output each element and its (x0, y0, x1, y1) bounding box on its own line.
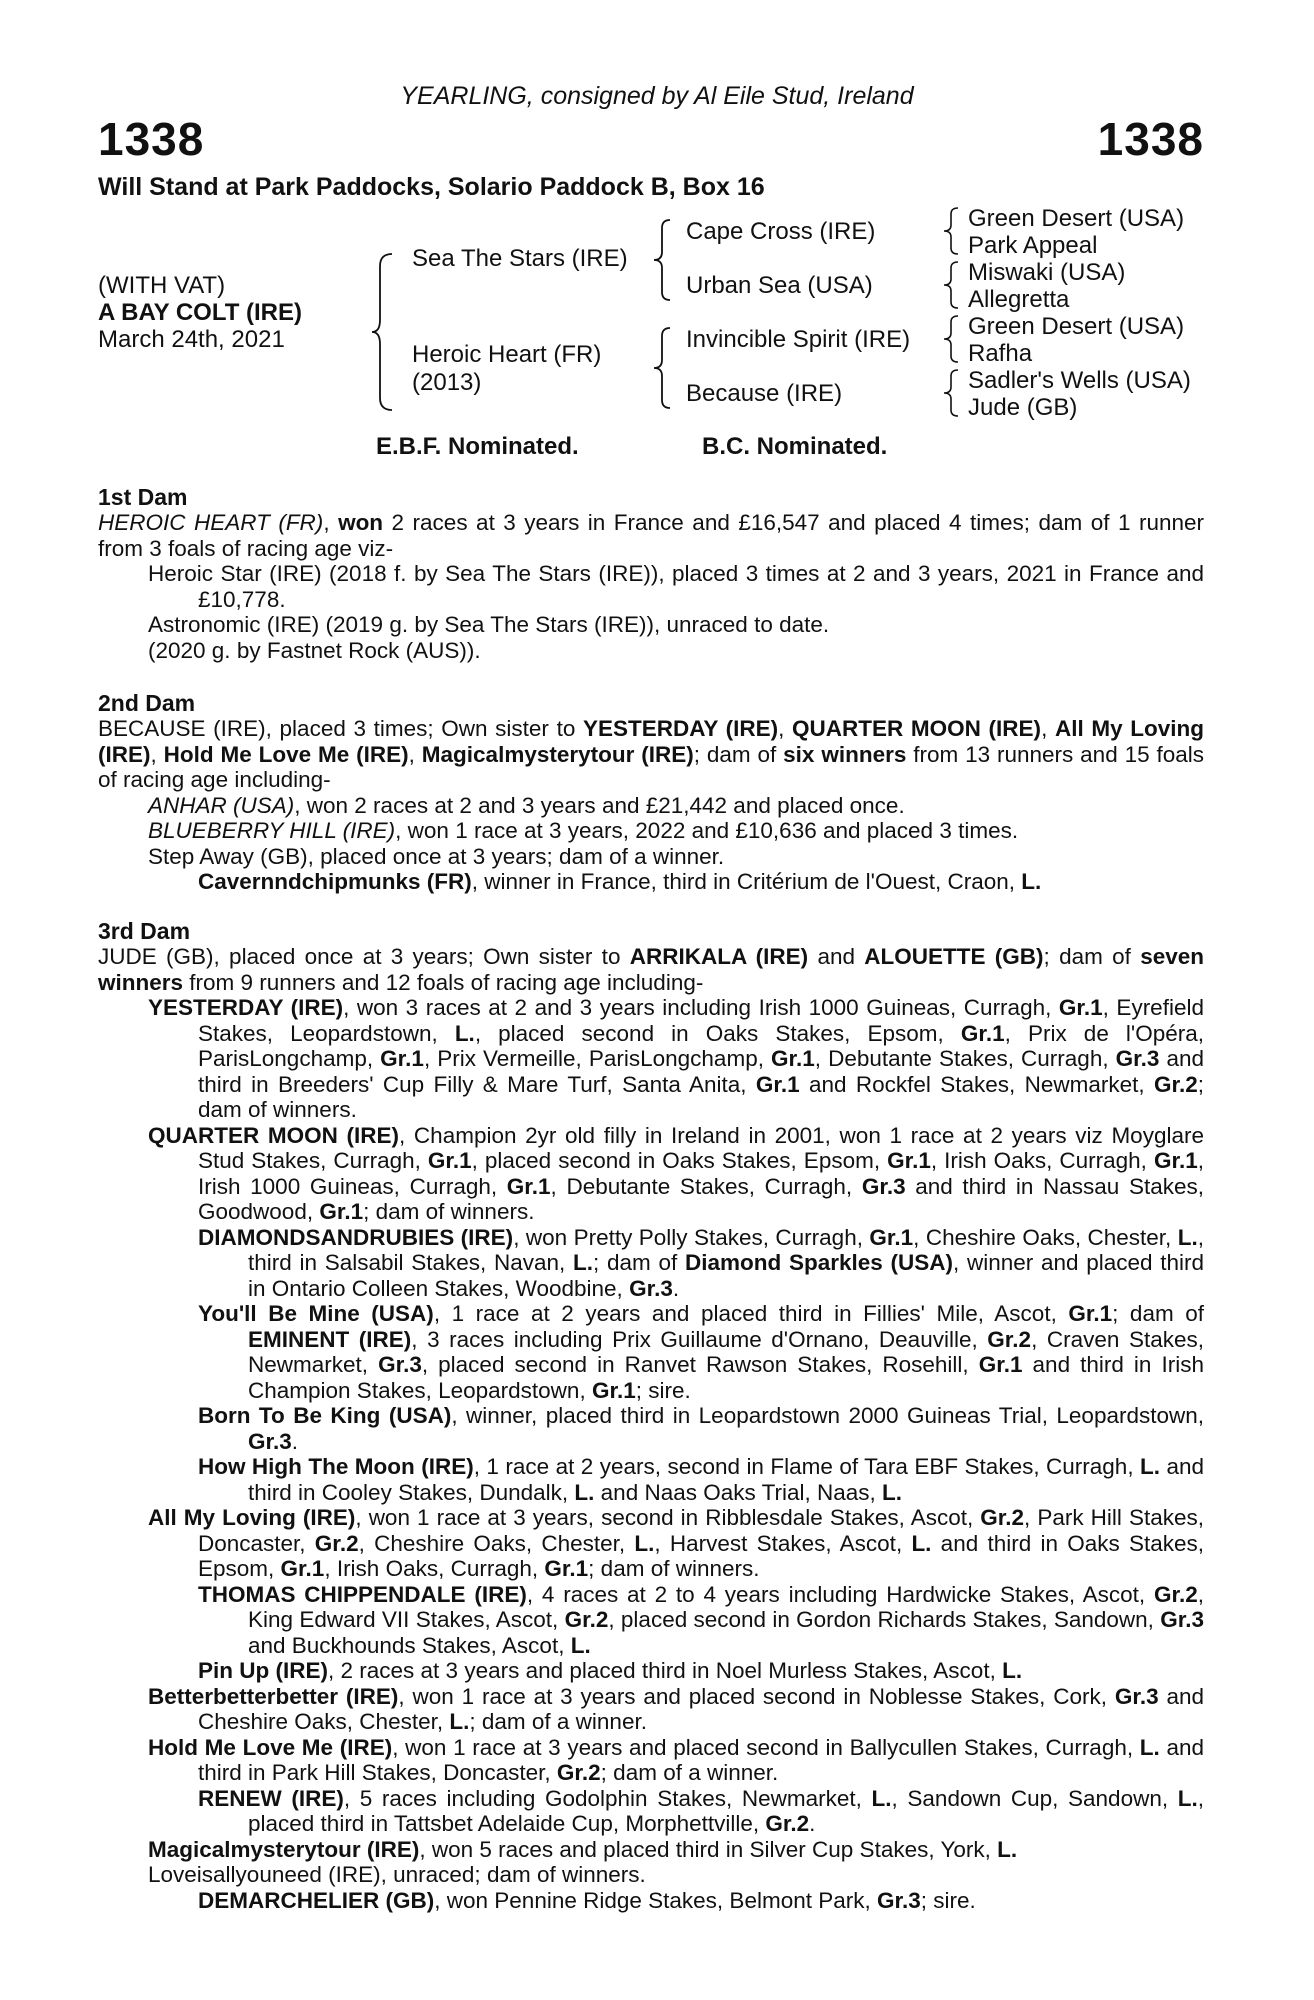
horse-name: A BAY COLT (IRE) (98, 299, 303, 326)
first-dam-summary: HEROIC HEART (FR), won 2 races at 3 years in France and £16,547 and placed 4 times; dam of 1 runner from 3 foals of racing age viz- (98, 510, 1204, 561)
second-dam-produce: Step Away (GB), placed once at 3 years; dam of a winner. (148, 843, 725, 869)
third-dam-produce: Pin Up (IRE), 2 races at 3 years and placed third in Noel Murless Stakes, Ascot, L. (198, 1658, 1023, 1683)
pedigree-brace (944, 368, 960, 418)
third-dam-produce: THOMAS CHIPPENDALE (IRE), 4 races at 2 to 4 years including Hardwicke Stakes, Ascot, Gr.2, King Edward VII Stakes, Ascot, Gr.2, placed second in Gordon Richards Stakes, Sandown, Gr.3 and Buckhounds Stakes, Ascot, L. (198, 1581, 1205, 1658)
second-dam-summary: BECAUSE (IRE), placed 3 times; Own sister to YESTERDAY (IRE), QUARTER MOON (IRE), All My Loving (IRE), Hold Me Love Me (IRE), Magicalmysterytour (IRE); dam of six winners from 13 runners and 15 foals of racing age including- (98, 716, 1205, 792)
first-dam-section (98, 484, 1204, 663)
vat-note: (WITH VAT) (98, 272, 226, 299)
pedigree-ssd: Park Appeal (968, 232, 1098, 259)
third-dam-section (98, 918, 1204, 1913)
ebf-nomination: E.B.F. Nominated. (376, 433, 579, 460)
lot-number-right: 1338 (1097, 113, 1204, 165)
pedigree-dsd: Rafha (968, 340, 1033, 367)
third-dam-produce: Loveisallyouneed (IRE), unraced; dam of winners. (148, 1862, 646, 1887)
third-dam-summary: JUDE (GB), placed once at 3 years; Own sister to ARRIKALA (IRE) and ALOUETTE (GB); dam of seven winners from 9 runners and 12 foals of racing age including- (98, 944, 1204, 995)
third-dam-produce: QUARTER MOON (IRE), Champion 2yr old filly in Ireland in 2001, won 1 race at 2 years viz Moyglare Stud Stakes, Curragh, Gr.1, placed second in Oaks Stakes, Epsom, Gr.1, Irish Oaks, Curragh, Gr.1, Irish 1000 Guineas, Curragh, Gr.1, Debutante Stakes, Curragh, Gr.3 and third in Nassau Stakes, Goodwood, Gr.1; dam of winners. (148, 1122, 1204, 1224)
second-dam-heading: 2nd Dam (98, 690, 196, 716)
pedigree-dds: Sadler's Wells (USA) (968, 367, 1191, 394)
stand-location: Will Stand at Park Paddocks, Solario Paddock B, Box 16 (98, 173, 765, 201)
bc-nomination: B.C. Nominated. (702, 433, 888, 460)
pedigree-brace (944, 260, 960, 310)
second-dam-produce: ANHAR (USA), won 2 races at 2 and 3 years and £21,442 and placed once. (148, 792, 905, 818)
third-dam-produce: Hold Me Love Me (IRE), won 1 race at 3 years and placed second in Ballycullen Stakes, Curragh, L. and third in Park Hill Stakes, Doncaster, Gr.2; dam of a winner. (148, 1734, 1204, 1785)
pedigree-brace (654, 218, 672, 302)
pedigree-brace (654, 326, 672, 410)
third-dam-produce: DIAMONDSANDRUBIES (IRE), won Pretty Polly Stakes, Curragh, Gr.1, Cheshire Oaks, Chester, L., third in Salsabil Stakes, Navan, L.; dam of Diamond Sparkles (USA), winner and placed third in Ontario Colleen Stakes, Woodbine, Gr.3. (198, 1224, 1205, 1301)
pedigree-sdd: Allegretta (968, 286, 1070, 313)
third-dam-produce: YESTERDAY (IRE), won 3 races at 2 and 3 years including Irish 1000 Guineas, Curragh, Gr.1, Eyrefield Stakes, Leopardstown, L., placed second in Oaks Stakes, Epsom, Gr.1, Prix de l'Opéra, ParisLongchamp, Gr.1, Prix Vermeille, ParisLongchamp, Gr.1, Debutante Stakes, Curragh, Gr.3 and third in Breeders' Cup Filly & Mare Turf, Santa Anita, Gr.1 and Rockfel Stakes, Newmarket, Gr.2; dam of winners. (148, 995, 1205, 1122)
third-dam-produce: Betterbetterbetter (IRE), won 1 race at 3 years and placed second in Noblesse Stakes, Cork, Gr.3 and Cheshire Oaks, Chester, L.; dam of a winner. (148, 1683, 1204, 1734)
first-dam-produce: Astronomic (IRE) (2019 g. by Sea The Stars (IRE)), unraced to date. (148, 612, 830, 637)
third-dam-produce: How High The Moon (IRE), 1 race at 2 years, second in Flame of Tara EBF Stakes, Curragh, L. and third in Cooley Stakes, Dundalk, L. and Naas Oaks Trial, Naas, L. (198, 1454, 1204, 1505)
pedigree-dd: Because (IRE) (686, 380, 843, 407)
second-dam-produce: Cavernndchipmunks (FR), winner in France, third in Critérium de l'Ouest, Craon, L. (198, 869, 1042, 894)
pedigree-sire: Sea The Stars (IRE) (412, 245, 628, 272)
pedigree-brace (372, 252, 394, 412)
lot-number-left: 1338 (98, 113, 205, 165)
second-dam-produce: BLUEBERRY HILL (IRE), won 1 race at 3 years, 2022 and £10,636 and placed 3 times. (148, 818, 1019, 843)
consignor-line: YEARLING, consigned by Al Eile Stud, Ireland (400, 82, 914, 110)
third-dam-produce: Born To Be King (USA), winner, placed third in Leopardstown 2000 Guineas Trial, Leopardstown, Gr.3. (198, 1403, 1205, 1454)
pedigree-sd: Urban Sea (USA) (686, 272, 873, 299)
third-dam-produce: All My Loving (IRE), won 1 race at 3 years, second in Ribblesdale Stakes, Ascot, Gr.2, Park Hill Stakes, Doncaster, Gr.2, Cheshire Oaks, Chester, L., Harvest Stakes, Ascot, L. and third in Oaks Stakes, Epsom, Gr.1, Irish Oaks, Curragh, Gr.1; dam of winners. (148, 1505, 1204, 1581)
pedigree-dss: Green Desert (USA) (968, 313, 1185, 340)
third-dam-produce: RENEW (IRE), 5 races including Godolphin Stakes, Newmarket, L., Sandown Cup, Sandown, L., placed third in Tattsbet Adelaide Cup, Morphettville, Gr.2. (198, 1785, 1204, 1836)
third-dam-produce: Magicalmysterytour (IRE), won 5 races and placed third in Silver Cup Stakes, York, L. (148, 1836, 1018, 1862)
pedigree-ddd: Jude (GB) (968, 394, 1078, 421)
pedigree-ss: Cape Cross (IRE) (686, 218, 876, 245)
pedigree-ds: Invincible Spirit (IRE) (686, 326, 911, 353)
third-dam-produce: You'll Be Mine (USA), 1 race at 2 years and placed third in Fillies' Mile, Ascot, Gr.1; dam of EMINENT (IRE), 3 races including Prix Guillaume d'Ornano, Deauville, Gr.2, Craven Stakes, Newmarket, Gr.3, placed second in Ranvet Rawson Stakes, Rosehill, Gr.1 and third in Irish Champion Stakes, Leopardstown, Gr.1; sire. (198, 1301, 1205, 1403)
third-dam-heading: 3rd Dam (98, 918, 191, 944)
pedigree-sds: Miswaki (USA) (968, 259, 1126, 286)
pedigree-brace (944, 206, 960, 256)
second-dam-section (98, 690, 1204, 895)
third-dam-produce: DEMARCHELIER (GB), won Pennine Ridge Stakes, Belmont Park, Gr.3; sire. (198, 1887, 976, 1913)
pedigree-sss: Green Desert (USA) (968, 205, 1185, 232)
foaling-date: March 24th, 2021 (98, 326, 285, 353)
first-dam-heading: 1st Dam (98, 484, 188, 510)
first-dam-produce: Heroic Star (IRE) (2018 f. by Sea The Stars (IRE)), placed 3 times at 2 and 3 years, 2021 in France and £10,778. (148, 561, 1204, 612)
pedigree-dam: Heroic Heart (FR) (412, 341, 602, 368)
pedigree-dam-year: (2013) (412, 369, 482, 396)
first-dam-produce: (2020 g. by Fastnet Rock (AUS)). (148, 637, 481, 663)
pedigree-brace (944, 314, 960, 364)
